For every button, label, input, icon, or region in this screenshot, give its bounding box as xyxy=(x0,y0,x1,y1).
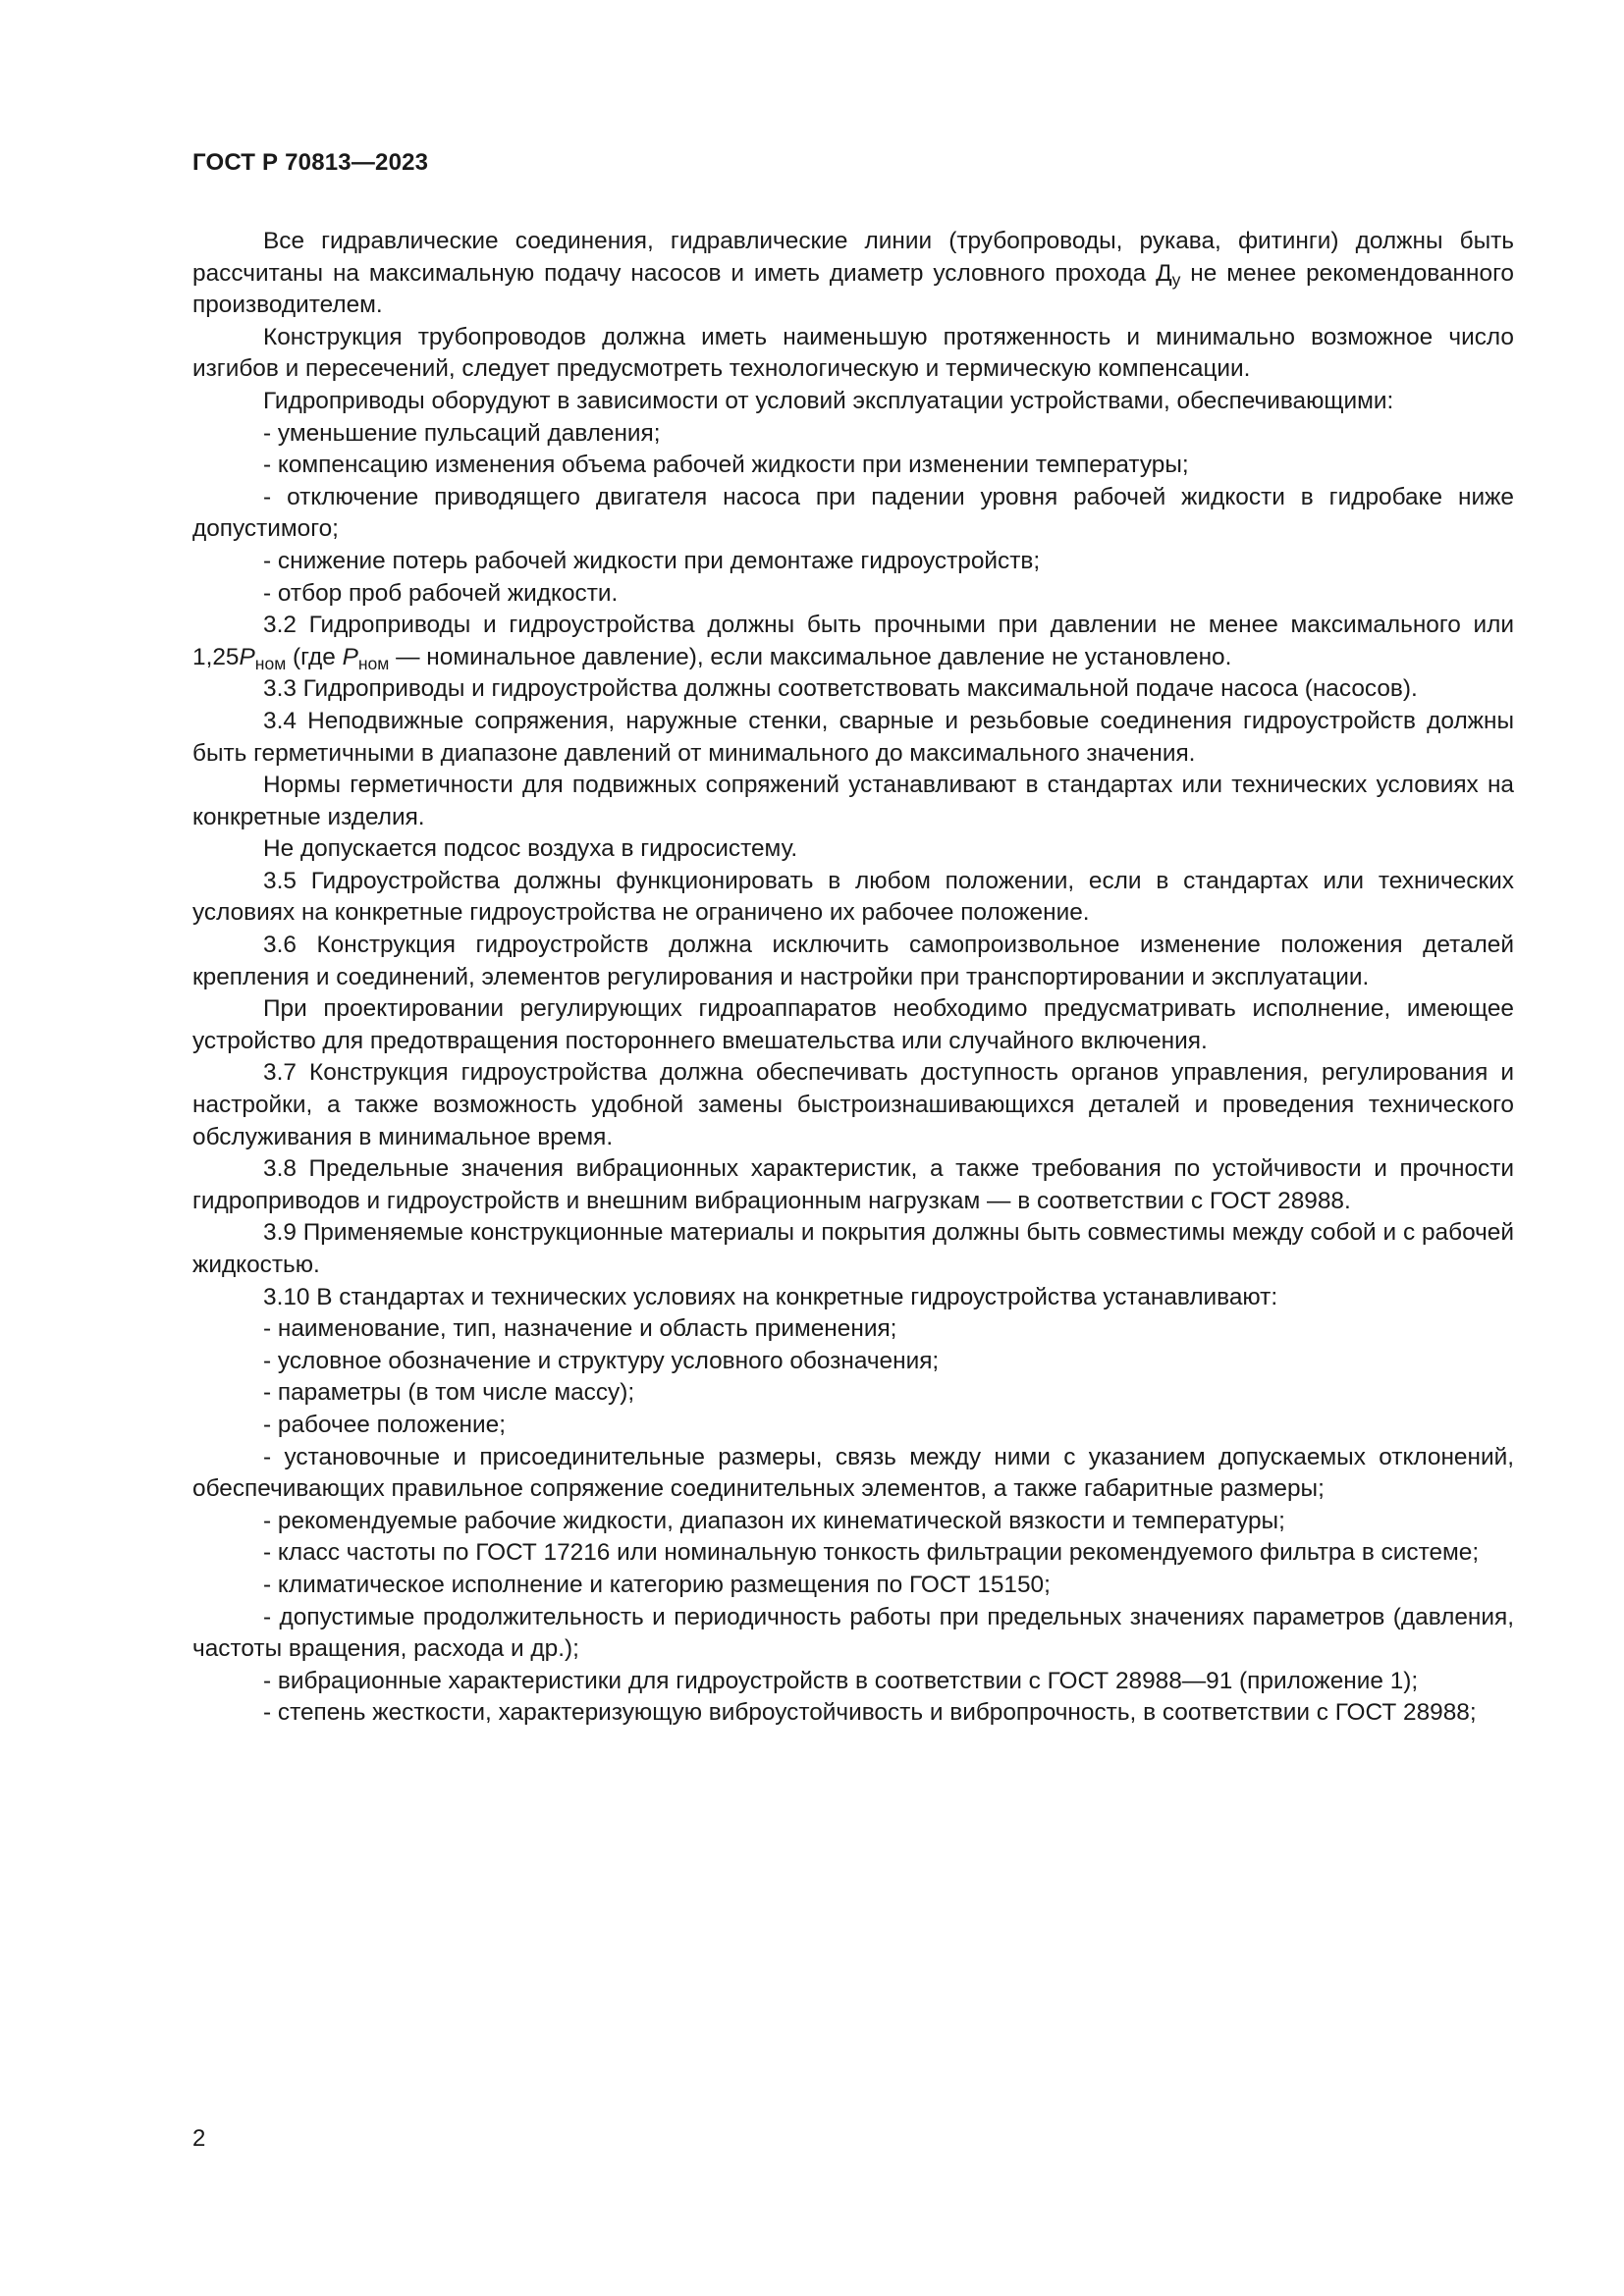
list-item: - снижение потерь рабочей жидкости при демонтаже гидроустройств; xyxy=(263,547,1041,574)
list-item: - уменьшение пульсаций давления; xyxy=(263,419,661,447)
paragraph: 3.7 Конструкция гидроустройства должна обеспечивать доступность органов управления, регулирования и настройки, а также возможность удобной замены быстроизнашивающихся деталей и проведения технического обслуживания в минимальное время. xyxy=(192,1059,1514,1150)
paragraph: 3.3 Гидроприводы и гидроустройства должны соответствовать максимальной подаче насоса (насосов). xyxy=(263,675,1418,703)
paragraph: 3.4 Неподвижные сопряжения, наружные стенки, сварные и резьбовые соединения гидроустройств должны быть герметичными в диапазоне давлений от минимального до максимального значения. xyxy=(192,707,1514,767)
list-item: - условное обозначение и структуру условного обозначения; xyxy=(263,1347,940,1374)
paragraph: Нормы герметичности для подвижных сопряжений устанавливают в стандартах или технических условиях на конкретные изделия. xyxy=(192,772,1514,830)
list-item: - наименование, тип, назначение и область применения; xyxy=(263,1315,897,1343)
paragraph-3-2-strength: 3.2 Гидроприводы и гидроустройства должны быть прочными при давлении не менее максимального или $1,25P_{ном}$ (где $P_{ном}$ — номинальное давление), если максимальное давление не установлено. xyxy=(192,612,1514,674)
list-item: - степень жесткости, характеризующую виброустойчивость и вибропрочность, в соответствии с ГОСТ 28988; xyxy=(263,1699,1477,1727)
paragraph: Гидроприводы оборудуют в зависимости от условий эксплуатации устройствами, обеспечивающими: xyxy=(263,387,1394,414)
list-item: - допустимые продолжительность и периодичность работы при предельных значениях параметров (давления, частоты вращения, расхода и др.); xyxy=(192,1603,1514,1663)
list-item: - класс частоты по ГОСТ 17216 или номинальную тонкость фильтрации рекомендуемого фильтра в системе; xyxy=(263,1539,1480,1567)
list-item: - рекомендуемые рабочие жидкости, диапазон их кинематической вязкости и температуры; xyxy=(263,1507,1285,1534)
document-body xyxy=(192,226,1514,1730)
paragraph: Конструкция трубопроводов должна иметь наименьшую протяженность и минимально возможное число изгибов и пересечений, следует предусмотреть технологическую и термическую компенсации. xyxy=(192,323,1514,383)
list-item: - установочные и присоединительные размеры, связь между ними с указанием допускаемых отклонений, обеспечивающих правильное сопряжение соединительных элементов, а также габаритные размеры; xyxy=(192,1443,1514,1503)
list-item: - компенсацию изменения объема рабочей жидкости при изменении температуры; xyxy=(263,452,1189,479)
paragraph: 3.8 Предельные значения вибрационных характеристик, а также требования по устойчивости и прочности гидроприводов и гидроустройств и внешним вибрационным нагрузкам — в соответствии с ГОСТ 28988. xyxy=(192,1155,1514,1214)
paragraph-hydraulic-connections: Все гидравлические соединения, гидравлические линии (трубопроводы, рукава, фитинги) должны быть рассчитаны на максимальную подачу насосов и иметь диаметр условного прохода $Д_у$ не менее рекомендованного производителем. xyxy=(192,228,1514,319)
subscript-nom: ном xyxy=(254,654,287,674)
symbol-p: P xyxy=(239,643,255,670)
list-item: - отбор проб рабочей жидкости. xyxy=(263,579,619,607)
list-item: - климатическое исполнение и категорию размещения по ГОСТ 15150; xyxy=(263,1571,1051,1598)
paragraph: 3.5 Гидроустройства должны функционировать в любом положении, если в стандартах или технических условиях на конкретные гидроустройства не ограничено их рабочее положение. xyxy=(192,867,1514,927)
symbol-p: P xyxy=(342,643,358,670)
paragraph: При проектировании регулирующих гидроаппаратов необходимо предусматривать исполнение, имеющее устройство для предотвращения постороннего вмешательства или случайного включения. xyxy=(192,995,1514,1054)
paragraph: 3.6 Конструкция гидроустройств должна исключить самопроизвольное изменение положения деталей крепления и соединений, элементов регулирования и настройки при транспортировании и эксплуатации. xyxy=(192,932,1514,990)
list-item: - отключение приводящего двигателя насоса при падении уровня рабочей жидкости в гидробаке ниже допустимого; xyxy=(192,483,1514,543)
list-item: - рабочее положение; xyxy=(263,1411,506,1438)
paragraph: 3.10 В стандартах и технических условиях на конкретные гидроустройства устанавливают: xyxy=(263,1283,1278,1310)
subscript-nom: ном xyxy=(357,654,390,674)
paragraph: 3.9 Применяемые конструкционные материалы и покрытия должны быть совместимы между собой и с рабочей жидкостью. xyxy=(192,1219,1514,1278)
subscript-y: у xyxy=(1171,270,1181,291)
paragraph: Не допускается подсос воздуха в гидросистему. xyxy=(263,835,798,863)
document-designation: ГОСТ Р 70813—2023 xyxy=(192,149,429,176)
list-item: - вибрационные характеристики для гидроустройств в соответствии с ГОСТ 28988—91 (приложение 1); xyxy=(263,1667,1419,1694)
list-item: - параметры (в том числе массу); xyxy=(263,1379,635,1407)
page-number: 2 xyxy=(192,2125,206,2152)
